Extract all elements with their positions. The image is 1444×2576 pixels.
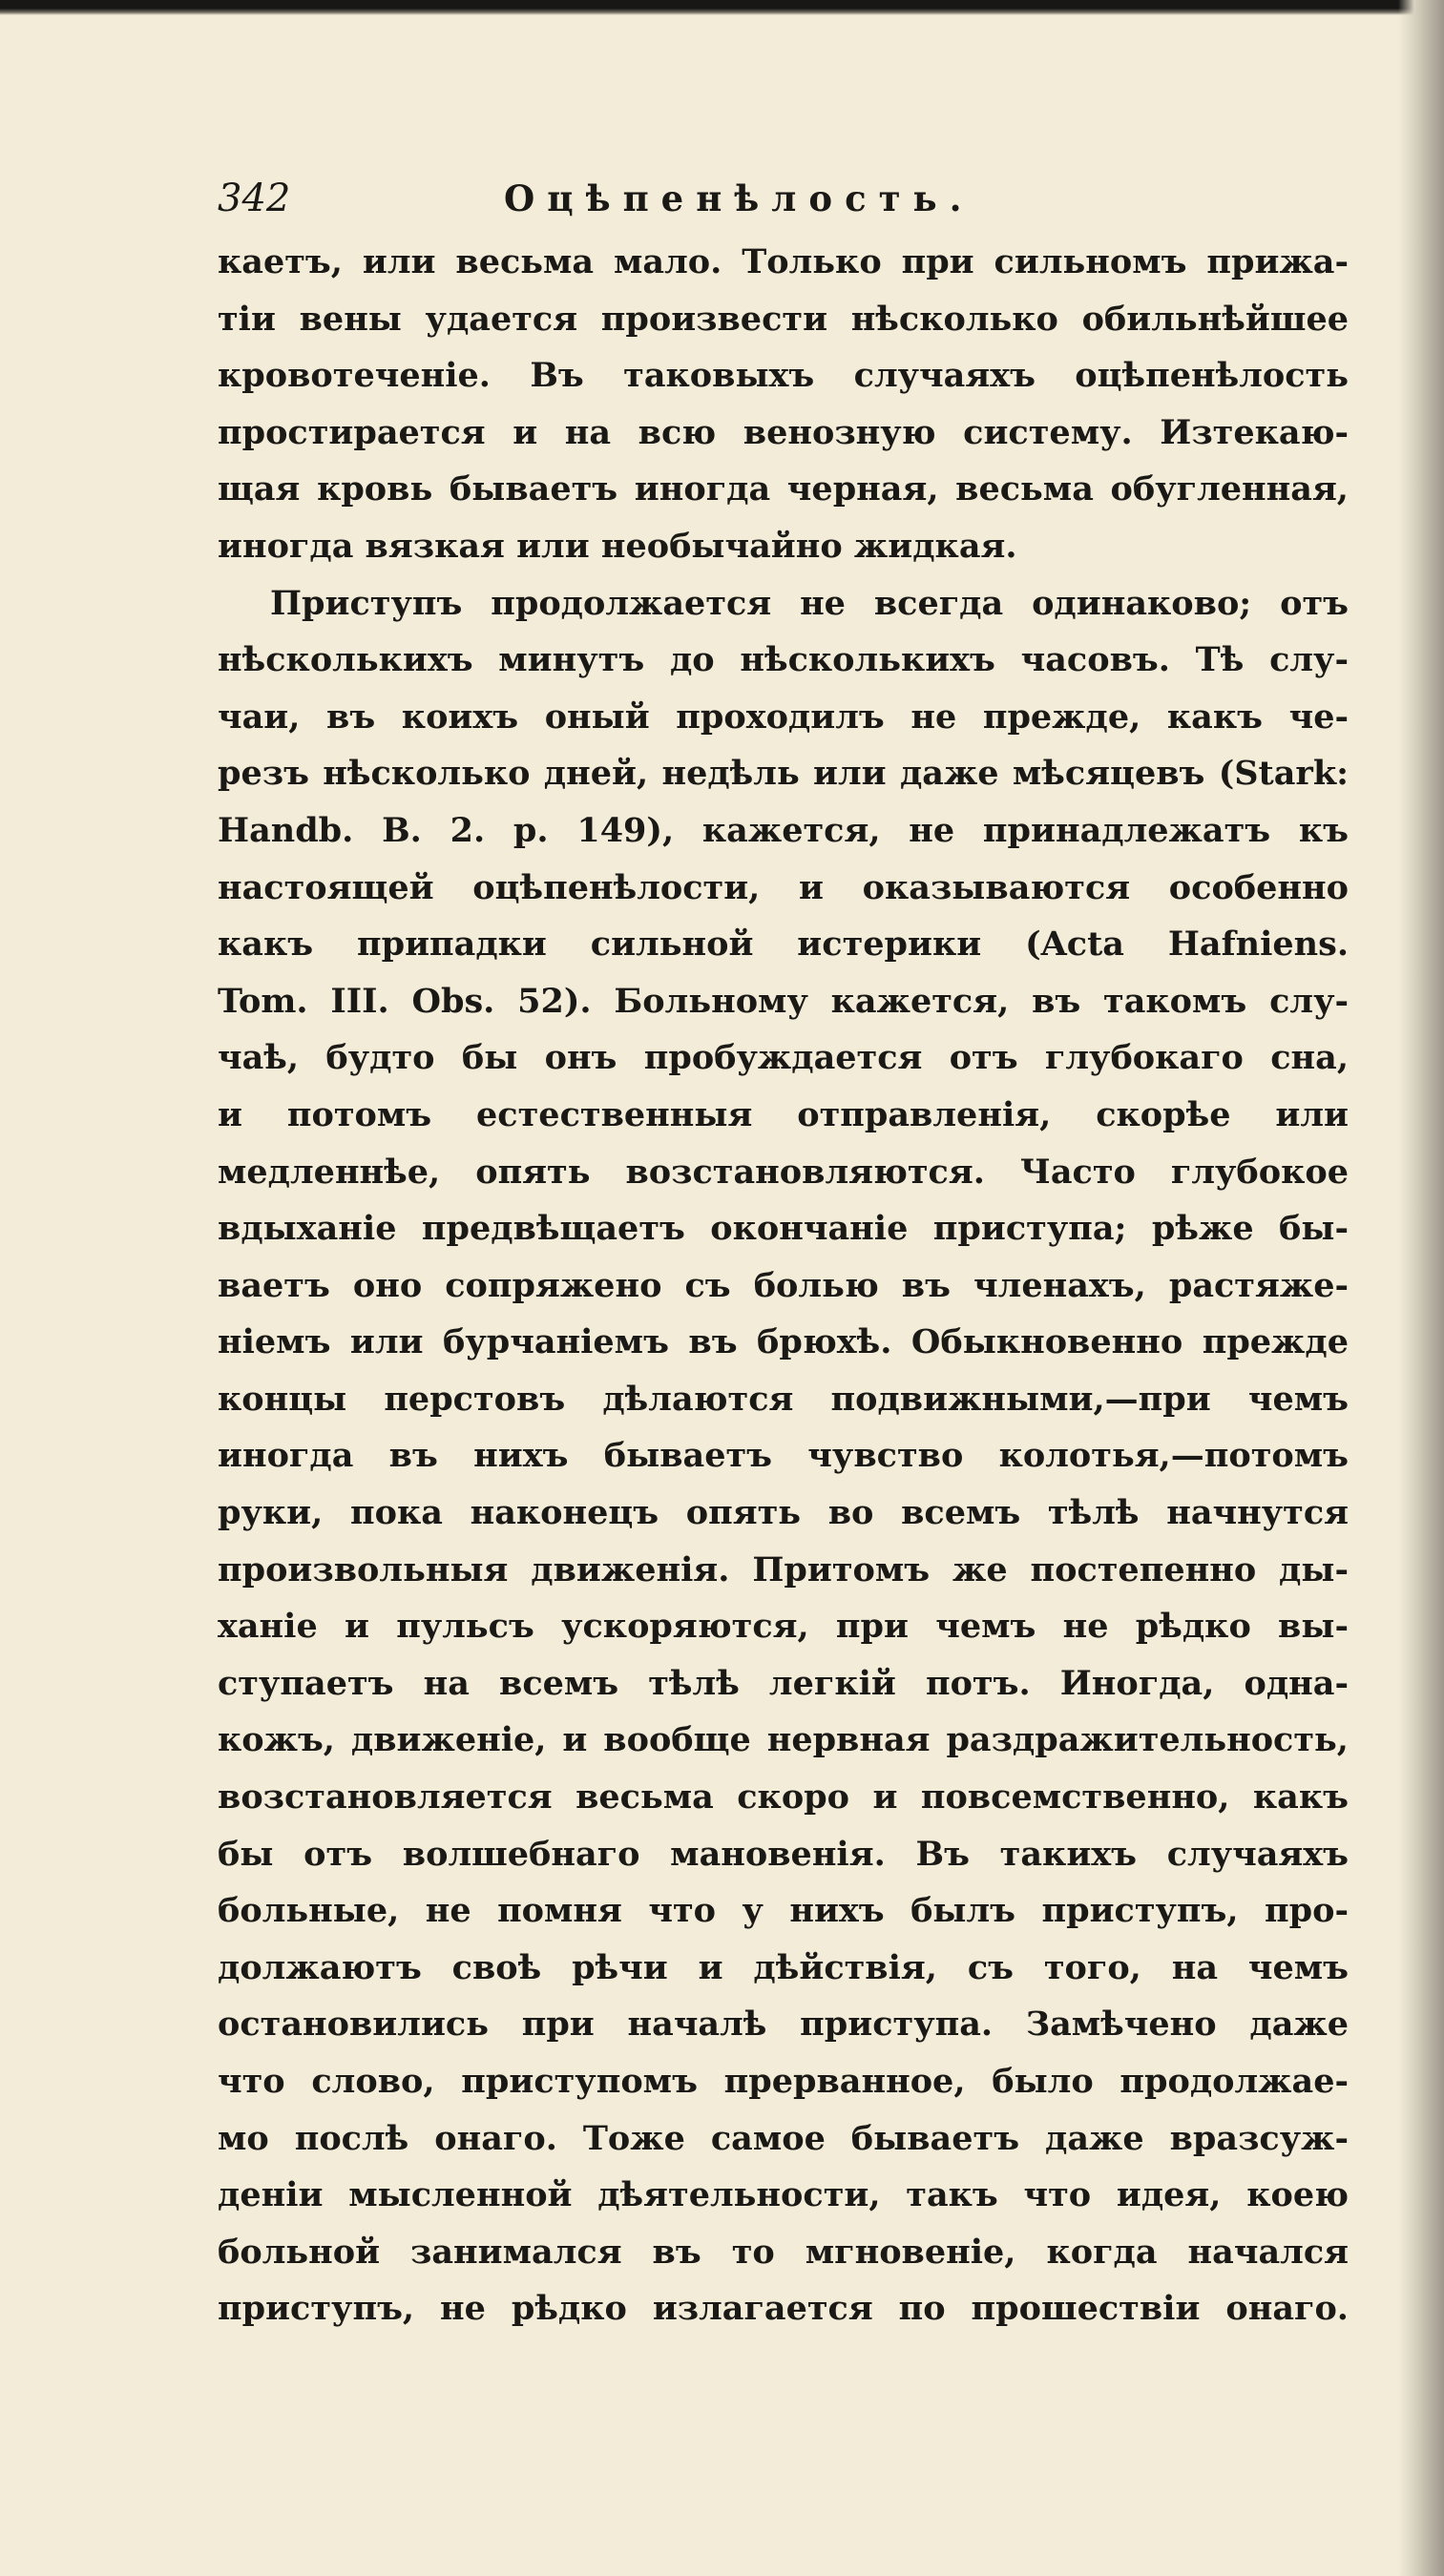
text-line: Приступъ продолжается не всегда одинаково; отъ	[270, 583, 1349, 623]
text-line: ваетъ оно сопряжено съ болью въ членахъ, растяже-	[218, 1265, 1349, 1305]
text-line: деніи мысленной дѣятельности, такъ что идея, коею	[218, 2175, 1349, 2215]
text-line: нѣсколькихъ минутъ до нѣсколькихъ часовъ. Тѣ слу-	[218, 640, 1349, 680]
text-line: возстановляется весьма скоро и повсемственно, какъ	[218, 1777, 1349, 1818]
running-head	[208, 170, 1353, 227]
text-line: тіи вены удается произвести нѣсколько обильнѣйшее	[218, 299, 1349, 339]
text-line: Handb. B. 2. p. 149), кажется, не принадлежатъ къ	[218, 810, 1349, 850]
text-line: простирается и на всю венозную систему. Изтекаю-	[218, 412, 1349, 452]
text-line: щая кровь бываетъ иногда черная, весьма обугленная,	[218, 469, 1349, 509]
text-line: какъ припадки сильной истерики (Acta Hafniens.	[218, 924, 1349, 965]
text-line: остановились при началѣ приступа. Замѣчено даже	[218, 2005, 1349, 2045]
text-line: приступъ, не рѣдко излагается по прошествіи онаго.	[218, 2289, 1349, 2329]
text-line: иногда вязкая или необычайно жидкая.	[218, 526, 1017, 566]
text-line: ханіе и пульсъ ускоряются, при чемъ не рѣдко вы-	[218, 1607, 1349, 1647]
text-line: медленнѣе, опять возстановляются. Часто глубокое	[218, 1152, 1349, 1192]
text-line: иногда въ нихъ бываетъ чувство колотья,—потомъ	[218, 1436, 1349, 1476]
text-line: должаютъ своѣ рѣчи и дѣйствія, съ того, на чемъ	[218, 1947, 1349, 1987]
page-number: 342	[218, 177, 291, 220]
text-line: настоящей оцѣпенѣлости, и оказываются особенно	[218, 867, 1349, 907]
body-text	[218, 234, 1349, 2337]
page-top-edge-shadow	[0, 0, 1444, 15]
text-line: вдыханіе предвѣщаетъ окончаніе приступа; рѣже бы-	[218, 1209, 1349, 1249]
text-line: бы отъ волшебнаго мановенія. Въ такихъ случаяхъ	[218, 1834, 1349, 1874]
text-line: кожъ, движеніе, и вообще нервная раздражительность,	[218, 1720, 1349, 1760]
text-line: произвольныя движенія. Притомъ же постепенно ды-	[218, 1549, 1349, 1589]
text-line: что слово, приступомъ прерванное, было продолжае-	[218, 2062, 1349, 2101]
page-right-edge-shadow	[1398, 0, 1444, 2576]
text-line: чаи, въ коихъ оный проходилъ не прежде, какъ че-	[218, 696, 1349, 737]
running-title: Оцѣпенѣлость.	[504, 177, 974, 219]
text-line: руки, пока наконецъ опять во всемъ тѣлѣ начнутся	[218, 1493, 1349, 1533]
text-line: кровотеченіе. Въ таковыхъ случаяхъ оцѣпенѣлость	[218, 356, 1349, 396]
text-line: ступаетъ на всемъ тѣлѣ легкій потъ. Иногда, одна-	[218, 1663, 1349, 1703]
text-line: больные, не помня что у нихъ былъ приступъ, про-	[218, 1891, 1349, 1931]
text-line: и потомъ естественныя отправленія, скорѣе или	[218, 1094, 1349, 1134]
text-line: мо послѣ онаго. Тоже самое бываетъ даже вразсуж-	[218, 2118, 1349, 2158]
text-line: концы перстовъ дѣлаются подвижными,—при чемъ	[218, 1379, 1349, 1419]
text-line: Tom. III. Obs. 52). Больному кажется, въ такомъ слу-	[218, 981, 1349, 1021]
text-line: чаѣ, будто бы онъ пробуждается отъ глубокаго сна,	[218, 1038, 1349, 1078]
text-line: больной занимался въ то мгновеніе, когда начался	[218, 2232, 1349, 2272]
text-line: резъ нѣсколько дней, недѣль или даже мѣсяцевъ (Stark:	[218, 754, 1349, 794]
text-line: ніемъ или бурчаніемъ въ брюхѣ. Обыкновенно прежде	[218, 1322, 1349, 1362]
text-line: каетъ, или весьма мало. Только при сильномъ прижа-	[218, 242, 1349, 281]
